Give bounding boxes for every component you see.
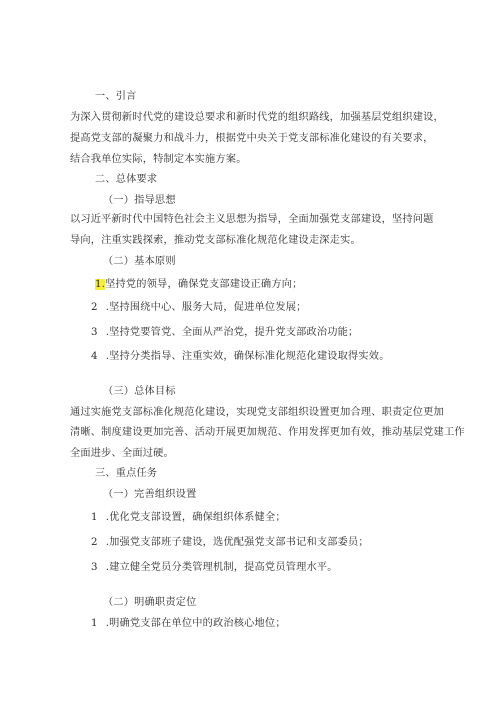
- item-text: .建立健全党员分类管理机制，提高党员管理水平。: [105, 562, 338, 573]
- list-item: [91, 301, 307, 315]
- subheading-org: （一）完善组织设置: [103, 489, 197, 500]
- paragraph-line: 通过实施党支部标准化规范化建设，实现党支部组织设置更加合理、职责定位更加: [70, 407, 444, 418]
- item-text: .坚持分类指导、注重实效，确保标准化规范化建设取得实效。: [105, 351, 390, 362]
- item-number: 2: [91, 537, 98, 548]
- section-heading-overall: 二、总体要求: [95, 174, 158, 185]
- paragraph-line: 提高党支部的凝聚力和战斗力，根据党中央关于党支部标准化建设的有关要求，: [70, 133, 434, 144]
- item-text: .明确党支部在单位中的政治核心地位；: [105, 618, 286, 629]
- subheading-goals: （三）总体目标: [103, 386, 176, 397]
- subheading-guiding: （一）指导思想: [103, 195, 176, 206]
- item-number: 2: [91, 302, 98, 313]
- paragraph-line: 导向，注重实践探索，推动党支部标准化规范化建设走深走实。: [70, 235, 361, 246]
- list-item: [91, 326, 358, 340]
- section-heading-intro: 一、引言: [95, 91, 137, 102]
- subheading-principles: （二）基本原则: [103, 256, 176, 267]
- item-text: 坚持党的领导，确保党支部建设正确方向；: [105, 279, 303, 290]
- item-text: .坚持党要管党、全面从严治党，提升党支部政治功能；: [105, 327, 359, 338]
- list-item: [91, 561, 338, 575]
- item-number: 1.: [95, 279, 106, 290]
- list-item: [91, 617, 286, 631]
- paragraph-line: 全面进步、全面过硬。: [70, 448, 174, 459]
- list-item: [91, 511, 286, 525]
- item-text: .优化党支部设置，确保组织体系健全；: [105, 512, 286, 523]
- list-item: [91, 536, 369, 550]
- subheading-duty: （二）明确职责定位: [103, 597, 197, 608]
- list-item: [95, 278, 303, 292]
- item-number: 1: [91, 618, 98, 629]
- paragraph-line: 为深入贯彻新时代党的建设总要求和新时代党的组织路线，加强基层党组织建设，: [70, 112, 444, 123]
- item-number: 4: [91, 351, 98, 362]
- paragraph-line: 以习近平新时代中国特色社会主义思想为指导，全面加强党支部建设，坚持问题: [70, 214, 434, 225]
- section-heading-tasks: 三、重点任务: [95, 468, 158, 479]
- item-text: .加强党支部班子建设，选优配强党支部书记和支部委员；: [105, 537, 369, 548]
- item-number: 1: [91, 512, 98, 523]
- item-number: 3: [91, 562, 98, 573]
- paragraph-line: 清晰、制度建设更加完善、活动开展更加规范、作用发挥更加有效，推动基层党建工作: [70, 427, 465, 438]
- list-item: [91, 350, 390, 364]
- item-text: .坚持围绕中心、服务大局，促进单位发展；: [105, 302, 307, 313]
- paragraph-line: 结合我单位实际，特制定本实施方案。: [70, 154, 247, 165]
- item-number: 3: [91, 327, 98, 338]
